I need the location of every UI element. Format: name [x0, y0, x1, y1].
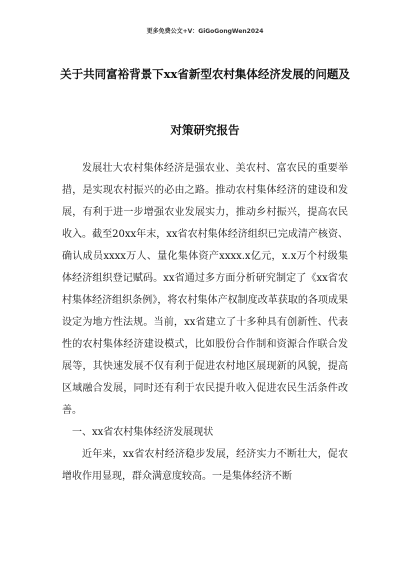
- body-paragraph: 发展壮大农村集体经济是强农业、美农村、富农民的重要举措，是实现农村振兴的必由之路。推动农村集体经济的建设和发展，有利于进一步增强农业发展实力，推动乡村振兴，提高农民收入。截至20xx年末，xx省农村集体经济组织已完成清产核资、确认成员xxxx万人、量化集体资产xxxx.x亿元，x.x万个村级集体经济组织登记赋码。xx省通过多方面分析研究制定了《xx省农村集体经济组织条例》，将农村集体产权制度改革获取的各项成果设定为地方性法规。当前，xx省建立了十多种具有创新性、代表性的农村集体经济建设模式，比如股份合作制和资源合作联合发展等，其快速发展不仅有利于促进农村地区展现新的风貌，提高区域融合发展，同时还有利于农民提升收入促进农民生活条件改善。: [62, 163, 348, 416]
- document-title-line-1: 关于共同富裕背景下xx省新型农村集体经济发展的问题及: [60, 67, 350, 81]
- document-title-line-2: 对策研究报告: [170, 123, 240, 137]
- document-body: [62, 158, 348, 488]
- section-heading: 一、xx省农村集体经济发展现状: [72, 427, 214, 438]
- body-paragraph: 近年来，xx省农村经济稳步发展，经济实力不断壮大，促农增收作用显现，群众满意度较高。一是集体经济不断: [62, 449, 348, 482]
- watermark-header: 更多免费公文+V：GiGoGongWen2024: [146, 28, 264, 35]
